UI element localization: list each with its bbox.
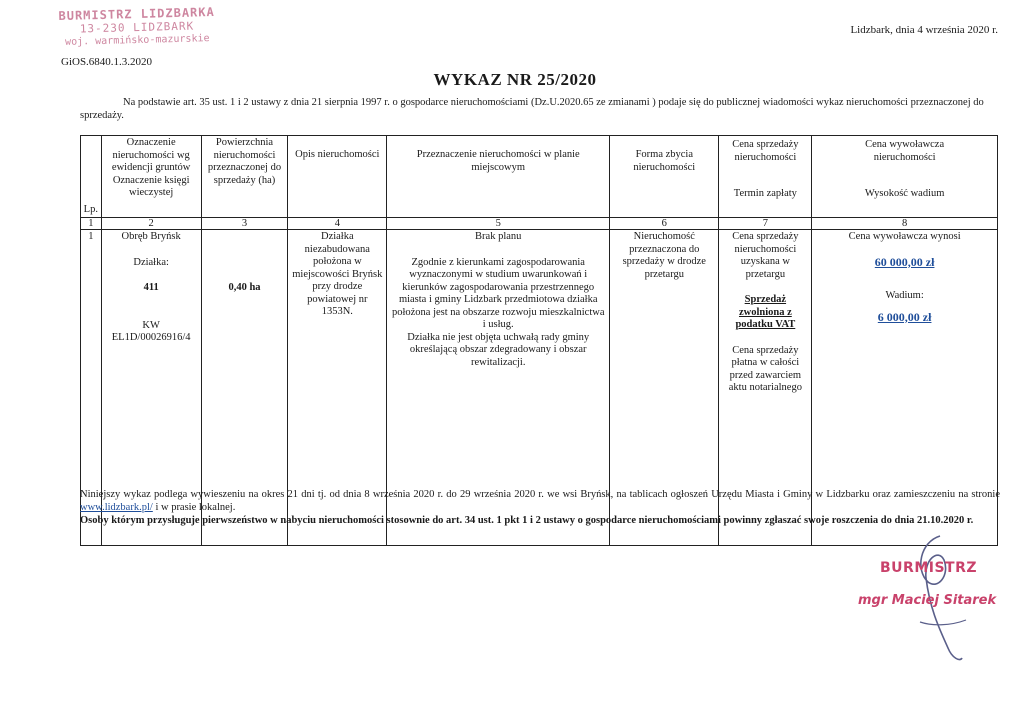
header-termin: Termin zapłaty <box>733 188 797 199</box>
footer-paragraph-2: Osoby którym przysługuje pierwszeństwo w nabyciu nieruchomości stosownie do art. 34 ust. 1 pkt 1 i 2 ustawy o gospodarce nieruchomościami powinny zgłaszać swoje roszczenia do dnia 21.10.2020 r. <box>80 515 974 526</box>
official-stamp <box>52 6 223 49</box>
row-wadium-value: 6 000,00 zł <box>877 309 932 324</box>
signatory-name: mgr Maciej Sitarek <box>858 593 997 608</box>
document-title: WYKAZ NR 25/2020 <box>433 70 597 89</box>
row-vat: Sprzedaż zwolniona z podatku VAT <box>735 294 796 330</box>
row-obreb: Obręb Bryńsk <box>121 231 181 242</box>
row-przeznaczenie: Zgodnie z kierunkami zagospodarowania wyznaczonymi w studium uwarunkowań i kierunków zagospodarowania przestrzennego miasta i gminy Lidzbark przedmiotowa działka położona jest na obszarze rozwoju mieszkalnictwa i usług. <box>391 256 605 330</box>
table-header-row <box>81 136 998 218</box>
header-opis: Opis nieruchomości <box>288 136 387 218</box>
col-number: 7 <box>719 218 812 230</box>
col-number: 3 <box>201 218 288 230</box>
document-date: Lidzbark, dnia 4 września 2020 r. <box>850 24 998 36</box>
footer-text-b: i w prasie lokalnej. <box>155 502 236 513</box>
case-number: GiOS.6840.1.3.2020 <box>61 56 153 68</box>
intro-paragraph: Na podstawie art. 35 ust. 1 i 2 ustawy z dnia 21 sierpnia 1997 r. o gospodarce nieruchomościami (Dz.U.2020.65 ze zmianami ) podaje się do publicznej wiadomości wykaz nieruchomości przeznaczonej do sprzedaży. <box>80 97 984 121</box>
col-number: 8 <box>812 218 998 230</box>
header-przeznaczenie: Przeznaczenie nieruchomości w planie miejscowym <box>387 136 610 218</box>
header-oznaczenie: Oznaczenie nieruchomości wg ewidencji gruntów Oznaczenie księgi wieczystej <box>101 136 201 218</box>
header-wywolawcza: Cena wywoławcza nieruchomości <box>865 139 945 163</box>
row-powierzchnia: 0,40 ha <box>201 230 288 546</box>
col-number: 5 <box>387 218 610 230</box>
signatory-title: BURMISTRZ <box>880 560 978 576</box>
row-forma: Nieruchomość przeznaczona do sprzedaży w drodze przetargu <box>610 230 719 546</box>
header-cena: Cena sprzedaży nieruchomości <box>732 139 799 163</box>
header-powierzchnia: Powierzchnia nieruchomości przeznaczonej do sprzedaży (ha) <box>201 136 288 218</box>
col-number: 4 <box>288 218 387 230</box>
header-wadium: Wysokość wadium <box>864 188 945 199</box>
col-number: 2 <box>101 218 201 230</box>
header-wywolawcza-cell <box>812 136 998 218</box>
footer-notes <box>80 488 1000 527</box>
property-table <box>80 135 998 546</box>
row-kw-label: KW <box>142 319 160 331</box>
footer-text-a: Niniejszy wykaz podlega wywieszeniu na okres 21 dni tj. od dnia 8 września 2020 r. do 29 września 2020 r. we wsi Bryńsk, na tablicach ogłoszeń Urzędu Miasta i Gminy w Lidzbarku oraz zamieszczeniu na stronie <box>80 489 1000 500</box>
stamp-line-2: 13-230 LIDZBARK <box>79 19 195 36</box>
row-lp: 1 <box>81 230 102 546</box>
stamp-line-3: woj. warmińsko-mazurskie <box>64 33 210 48</box>
row-brak-planu: Brak planu <box>475 231 522 242</box>
row-uchwala: Działka nie jest objęta uchwałą rady gminy określającą obszar zdegradowany i obszar rewitalizacji. <box>407 331 590 368</box>
row-cena: Cena sprzedaży nieruchomości uzyskana w przetargu <box>732 231 799 280</box>
row-wywolawcza-label: Cena wywoławcza wynosi <box>848 231 961 242</box>
footer-paragraph-1 <box>80 488 1000 514</box>
col-number: 6 <box>610 218 719 230</box>
row-dzialka-label: Działka: <box>133 256 169 268</box>
header-lp: Lp. <box>81 136 102 218</box>
col-number: 1 <box>81 218 102 230</box>
row-dzialka-number: 411 <box>143 282 159 293</box>
header-cena-cell <box>719 136 812 218</box>
row-kw-number: EL1D/00026916/4 <box>111 332 191 343</box>
row-termin: Cena sprzedaży płatna w całości przed zawarciem aktu notarialnego <box>728 344 802 393</box>
row-opis: Działka niezabudowana położona w miejscowości Bryńsk przy drodze powiatowej nr 1353N. <box>288 230 387 546</box>
column-number-row <box>81 218 998 230</box>
stamp-line-1: BURMISTRZ LIDZBARKA <box>58 4 215 24</box>
row-wadium-label: Wadium: <box>885 290 924 301</box>
website-link[interactable]: www.lidzbark.pl/ <box>80 502 153 513</box>
row-wywolawcza-value: 60 000,00 zł <box>874 254 935 269</box>
header-forma: Forma zbycia nieruchomości <box>610 136 719 218</box>
